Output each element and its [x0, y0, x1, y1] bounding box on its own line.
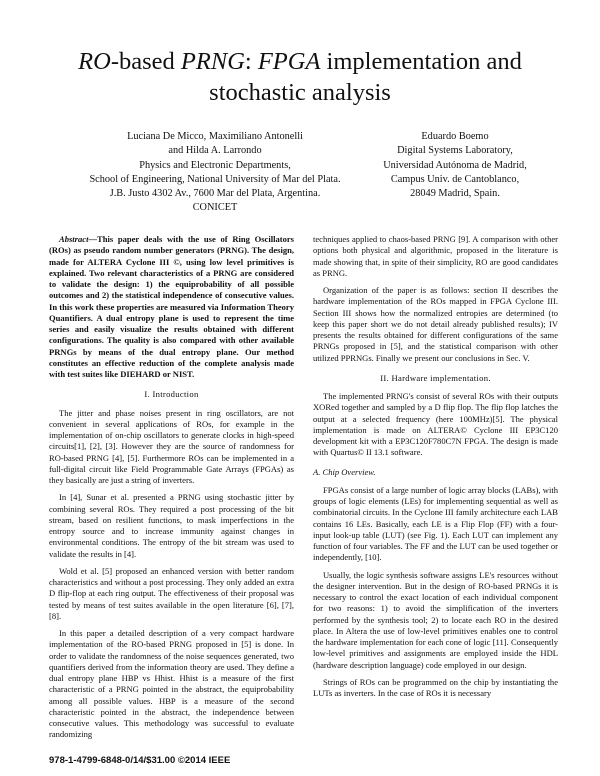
chip-paragraph-3: Strings of ROs can be programmed on the chip by instantiating the LUTs as inverters. In the case of ROs it is necessary [313, 676, 558, 698]
chip-paragraph-2: Usually, the logic synthesis software assigns LE's resources without the designer intervention. But in the design of RO-based PRNGs it is necessary to control the exact location of each individual component for two reasons: 1) to avoid the simplification of the inverters performed by the synthesis tool; 2) to locate each RO in the desired place. In Altera the use of low-level primitives enables one to control the hardware implementation for each cone of logic [11]. Consequently low-level primitives and assignments are employed inside the HDL (hardware description language) code employed in our design. [313, 569, 558, 670]
abstract-lead: Abstract [59, 234, 89, 244]
title-prng: PRNG [180, 48, 245, 75]
author-campus-right: Campus Univ. de Cantoblanco, [390, 173, 520, 185]
title-colon: : [244, 48, 258, 75]
abstract [49, 234, 294, 380]
title-rest: implementation and [320, 48, 522, 75]
section-heading-introduction: I. Introduction [144, 389, 199, 400]
author-school: School of Engineering, National University of Mar del Plata. [89, 173, 341, 185]
organization-paragraph: Organization of the paper is as follows: section II describes the hardware implementation of the ROs mapped in FPGA Cyclone III. Section III shows how the normalized entropies are determined (to keep this paper short we do not detail already published results); IV presents the results obtained for different configurations of the same PRNGs proposed in [5], and the statistical comparison with other utilized PPRNGs. Finally we present our conclusions in Sec. V. [313, 285, 558, 363]
subsection-chip-overview: A. Chip Overview. [313, 466, 376, 477]
chip-paragraph-1: FPGAs consist of a large number of logic array blocks (LABs), with groups of logic elements (LEs) for implementing sequential as well as combinatorial circuits. In the Cyclone III family architecture each LAB contains 16 LEs. Basically, each LE is a Flip Flop (FF) with a four-input look-up table (LUT) (see Fig. 1). Each LUT can implement any function of four variables. The FF and the LUT can be used together or independently, [10]. [313, 484, 558, 563]
hardware-paragraph: The implemented PRNG's consist of several ROs with their outputs XORed together and sampled by a D flip flop. The flip flop latches the output at a selected frequency (here 100MHz)[5]. The physical implementation is made on ALTERA© Cyclone III EP3C120 development kit with a EP3C120F780C7N FPGA. The design is made with Quartus© II 13.1 software. [313, 391, 558, 458]
intro-paragraph-1: The jitter and phase noises present in ring oscillators, are not convenient in several applications of ROs, for example in the implementation of on-chip oscillators to generate clocks in high-speed circuits[1], [2], [3]. However they are the source of randomness for RO-based PRNG [4], [5]. Furthermore ROs can be implemented in a full-digital circuit like Field Programmable Gate Arrays (FPGAs) as they basically are just a string of inverters. [49, 407, 294, 485]
copyright-footer: 978-1-4799-6848-0/14/$31.00 ©2014 IEEE [49, 755, 231, 766]
intro-paragraph-4: In this paper a detailed description of a very compact hardware implementation of the RO-based PRNG proposed in [5] is done. In order to validate the randomness of the noise sequences generated, two quantifiers derived from the information theory are used. They define a dual entropy plane HBP vs Hhist. Hhist is a measure of the first characteristic of a PRNG pointed in the abstract, the equiprobability among all possible values. HBP is a measure of the second characteristic pointed in the abstract, the independence between consecutive values. This methodology was successful to evaluate randomizing [49, 628, 294, 740]
title-fpga: FPGA [257, 48, 321, 75]
author-univ-right: Universidad Autónoma de Madrid, [383, 159, 527, 171]
title-based: -based [110, 48, 181, 75]
title-line-1 [40, 46, 560, 77]
title-line-2: stochastic analysis [209, 79, 391, 106]
author-block-right [355, 130, 555, 201]
author-address: J.B. Justo 4302 Av., 7600 Mar del Plata, Argentina. [109, 188, 321, 200]
intro-continued: techniques applied to chaos-based PRNG [9]. A comparison with other options both physical and algorithmic, proposed in the literature is made showing that, in spite of their simplicity, RO are good candidates as PRNG. [313, 234, 558, 278]
abstract-text: —This paper deals with the use of Ring Oscillators (ROs) as pseudo random number generators (PRNG). The design, made for ALTERA Cyclone III ©, using low level primitives is explained. Two relevant characteristics of a PRNG are considered to validate the design: 1) the equiprobability of all possible outcomes and 2) the statistical independence of consecutive values. In this work these properties are measured via Information Theory Quantifiers. A dual entropy plane is used to represent the time series and easily visualize the results obtained with different configurations. The quality is also compared with other available PRNGs by means of the dual entropy plane. Our method constitutes an effective reduction of the complete analysis made with test suites like DIEHARD or NIST. [49, 234, 294, 379]
author-names-2: and Hilda A. Larrondo [168, 145, 262, 157]
author-city-right: 28049 Madrid, Spain. [410, 188, 500, 200]
paper-title [40, 46, 560, 108]
author-lab-right: Digital Systems Laboratory, [397, 145, 513, 157]
left-column [49, 234, 294, 747]
author-name-right: Eduardo Boemo [421, 131, 489, 142]
intro-paragraph-2: In [4], Sunar et al. presented a PRNG using stochastic jitter by combining several ROs. They required a post processing of the bit stream, based on resilient functions, to mask imperfections in the entropy source and to increase immunity against changes in environmental conditions. The entropy of the bit stream was used to validate the results in [4]. [49, 492, 294, 559]
author-names: Luciana De Micco, Maximiliano Antonelli [127, 131, 303, 142]
section-heading-hardware: II. Hardware implementation. [380, 372, 491, 383]
author-block-left [70, 130, 360, 216]
right-column [313, 234, 558, 705]
intro-paragraph-3: Wold et al. [5] proposed an enhanced version with better random characteristics and without a post processing. They only added an extra D flip-flop at each ring output. The effectiveness of their proposal was tested by means of test suites available in the open literature [6], [7], [8]. [49, 565, 294, 621]
author-org: CONICET [192, 202, 238, 214]
title-ro: RO [78, 48, 111, 75]
author-dept: Physics and Electronic Departments, [139, 159, 291, 171]
